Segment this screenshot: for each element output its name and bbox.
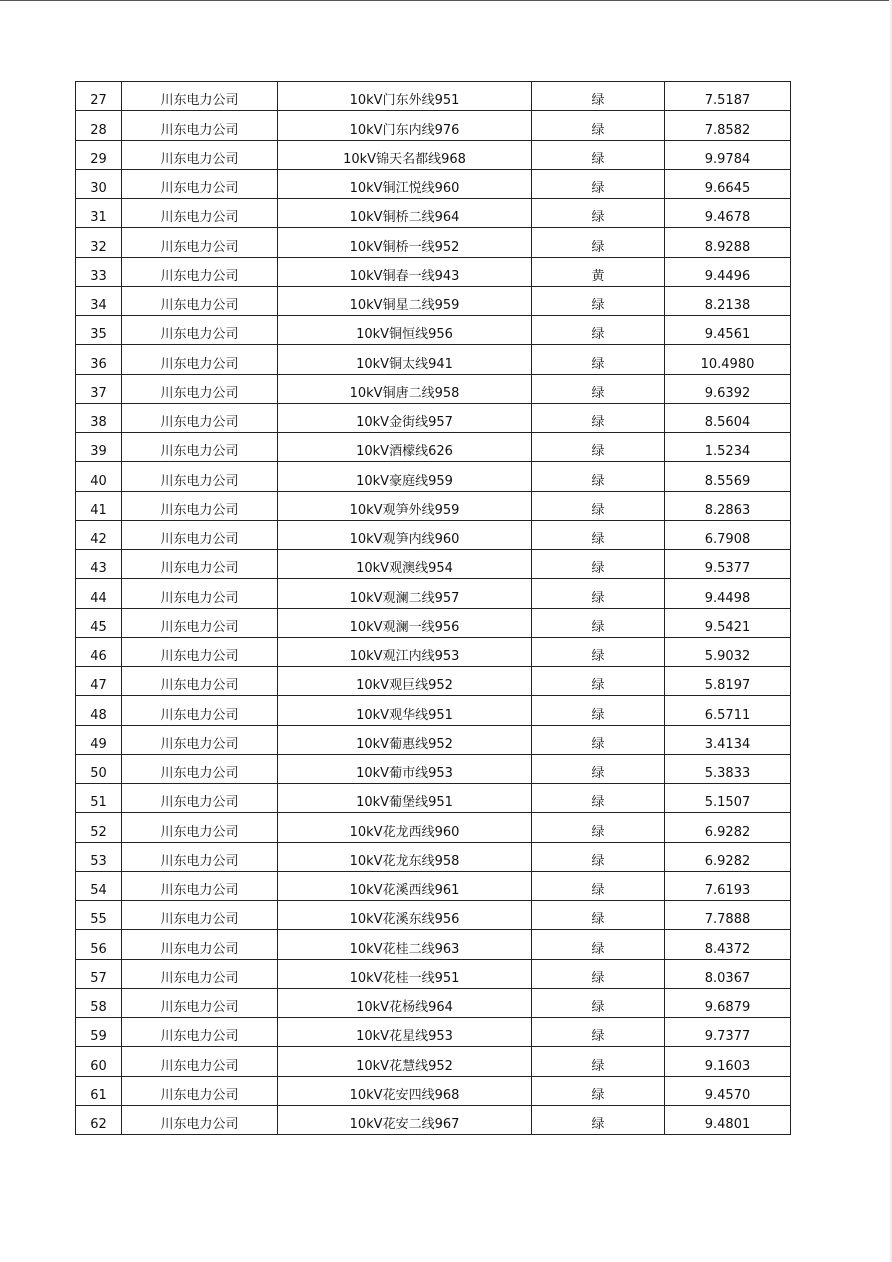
line-name-cell: 10kV铜太线941 [278,345,532,374]
table-row [76,1076,791,1105]
value-cell: 6.7908 [665,520,791,549]
line-name-cell: 10kV门东内线976 [278,111,532,140]
value-cell: 7.7888 [665,901,791,930]
row-number-cell: 31 [76,199,122,228]
value-cell: 9.6645 [665,169,791,198]
table-row [76,433,791,462]
line-name-cell: 10kV葡惠线952 [278,725,532,754]
row-number-cell: 54 [76,871,122,900]
status-cell: 绿 [532,842,665,871]
company-cell: 川东电力公司 [122,82,278,111]
status-cell: 绿 [532,579,665,608]
status-cell: 绿 [532,637,665,666]
value-cell: 5.9032 [665,637,791,666]
value-cell: 9.9784 [665,140,791,169]
value-cell: 10.4980 [665,345,791,374]
value-cell: 9.4678 [665,199,791,228]
status-cell: 绿 [532,813,665,842]
value-cell: 9.5377 [665,550,791,579]
company-cell: 川东电力公司 [122,257,278,286]
row-number-cell: 38 [76,403,122,432]
row-number-cell: 35 [76,316,122,345]
row-number-cell: 59 [76,1018,122,1047]
line-name-cell: 10kV门东外线951 [278,82,532,111]
table-row [76,316,791,345]
status-cell: 绿 [532,199,665,228]
status-cell: 绿 [532,930,665,959]
page-top-border [0,0,892,1]
table-row [76,637,791,666]
value-cell: 9.4570 [665,1076,791,1105]
value-cell: 5.8197 [665,667,791,696]
company-cell: 川东电力公司 [122,1047,278,1076]
table-row [76,111,791,140]
row-number-cell: 51 [76,784,122,813]
company-cell: 川东电力公司 [122,637,278,666]
company-cell: 川东电力公司 [122,491,278,520]
row-number-cell: 58 [76,988,122,1017]
line-data-table [75,81,791,1135]
status-cell: 绿 [532,1047,665,1076]
value-cell: 9.6879 [665,988,791,1017]
value-cell: 9.5421 [665,608,791,637]
company-cell: 川东电力公司 [122,111,278,140]
table-row [76,901,791,930]
value-cell: 9.4801 [665,1105,791,1134]
status-cell: 绿 [532,316,665,345]
table-row [76,1018,791,1047]
value-cell: 6.9282 [665,842,791,871]
company-cell: 川东电力公司 [122,140,278,169]
company-cell: 川东电力公司 [122,725,278,754]
line-name-cell: 10kV豪庭线959 [278,462,532,491]
value-cell: 8.5569 [665,462,791,491]
row-number-cell: 44 [76,579,122,608]
company-cell: 川东电力公司 [122,286,278,315]
company-cell: 川东电力公司 [122,345,278,374]
company-cell: 川东电力公司 [122,1018,278,1047]
table-row [76,403,791,432]
table-row [76,579,791,608]
company-cell: 川东电力公司 [122,608,278,637]
table-row [76,520,791,549]
value-cell: 3.4134 [665,725,791,754]
table-row [76,1105,791,1134]
line-name-cell: 10kV铜桥二线964 [278,199,532,228]
line-name-cell: 10kV观澜一线956 [278,608,532,637]
table-row [76,345,791,374]
status-cell: 绿 [532,725,665,754]
status-cell: 绿 [532,784,665,813]
company-cell: 川东电力公司 [122,1105,278,1134]
table-body [76,82,791,1135]
value-cell: 9.7377 [665,1018,791,1047]
status-cell: 绿 [532,228,665,257]
row-number-cell: 56 [76,930,122,959]
value-cell: 8.2138 [665,286,791,315]
value-cell: 6.9282 [665,813,791,842]
table-row [76,784,791,813]
table-row [76,871,791,900]
line-name-cell: 10kV花慧线952 [278,1047,532,1076]
value-cell: 5.1507 [665,784,791,813]
line-name-cell: 10kV铜桥一线952 [278,228,532,257]
status-cell: 绿 [532,374,665,403]
value-cell: 6.5711 [665,696,791,725]
company-cell: 川东电力公司 [122,667,278,696]
status-cell: 绿 [532,667,665,696]
value-cell: 5.3833 [665,754,791,783]
row-number-cell: 29 [76,140,122,169]
company-cell: 川东电力公司 [122,550,278,579]
company-cell: 川东电力公司 [122,169,278,198]
line-name-cell: 10kV观笋外线959 [278,491,532,520]
row-number-cell: 39 [76,433,122,462]
table-row [76,667,791,696]
status-cell: 绿 [532,988,665,1017]
status-cell: 绿 [532,901,665,930]
table-row [76,930,791,959]
status-cell: 绿 [532,345,665,374]
table-row [76,228,791,257]
table-row [76,169,791,198]
row-number-cell: 40 [76,462,122,491]
company-cell: 川东电力公司 [122,959,278,988]
line-name-cell: 10kV花龙西线960 [278,813,532,842]
table-row [76,491,791,520]
table-row [76,257,791,286]
line-name-cell: 10kV花桂二线963 [278,930,532,959]
row-number-cell: 32 [76,228,122,257]
value-cell: 9.4561 [665,316,791,345]
value-cell: 8.5604 [665,403,791,432]
value-cell: 8.0367 [665,959,791,988]
line-name-cell: 10kV铜恒线956 [278,316,532,345]
status-cell: 绿 [532,111,665,140]
row-number-cell: 45 [76,608,122,637]
row-number-cell: 52 [76,813,122,842]
value-cell: 1.5234 [665,433,791,462]
table-row [76,813,791,842]
line-name-cell: 10kV花溪西线961 [278,871,532,900]
company-cell: 川东电力公司 [122,901,278,930]
line-name-cell: 10kV花杨线964 [278,988,532,1017]
company-cell: 川东电力公司 [122,433,278,462]
value-cell: 9.4496 [665,257,791,286]
status-cell: 绿 [532,871,665,900]
company-cell: 川东电力公司 [122,988,278,1017]
status-cell: 绿 [532,520,665,549]
line-name-cell: 10kV观华线951 [278,696,532,725]
company-cell: 川东电力公司 [122,784,278,813]
status-cell: 绿 [532,1105,665,1134]
status-cell: 绿 [532,433,665,462]
value-cell: 7.8582 [665,111,791,140]
table-row [76,842,791,871]
table-row [76,754,791,783]
table-row [76,988,791,1017]
line-name-cell: 10kV观澳线954 [278,550,532,579]
status-cell: 绿 [532,169,665,198]
status-cell: 绿 [532,550,665,579]
row-number-cell: 62 [76,1105,122,1134]
status-cell: 绿 [532,82,665,111]
line-name-cell: 10kV锦天名都线968 [278,140,532,169]
line-name-cell: 10kV观澜二线957 [278,579,532,608]
table-row [76,462,791,491]
row-number-cell: 33 [76,257,122,286]
table-row [76,374,791,403]
company-cell: 川东电力公司 [122,930,278,959]
company-cell: 川东电力公司 [122,754,278,783]
row-number-cell: 46 [76,637,122,666]
status-cell: 绿 [532,754,665,783]
company-cell: 川东电力公司 [122,316,278,345]
line-name-cell: 10kV花溪东线956 [278,901,532,930]
line-name-cell: 10kV花安四线968 [278,1076,532,1105]
line-name-cell: 10kV金街线957 [278,403,532,432]
status-cell: 绿 [532,140,665,169]
table-row [76,199,791,228]
line-name-cell: 10kV花桂一线951 [278,959,532,988]
company-cell: 川东电力公司 [122,813,278,842]
table-row [76,550,791,579]
line-name-cell: 10kV观笋内线960 [278,520,532,549]
row-number-cell: 50 [76,754,122,783]
row-number-cell: 53 [76,842,122,871]
row-number-cell: 55 [76,901,122,930]
company-cell: 川东电力公司 [122,1076,278,1105]
table-row [76,608,791,637]
status-cell: 绿 [532,959,665,988]
company-cell: 川东电力公司 [122,842,278,871]
row-number-cell: 27 [76,82,122,111]
row-number-cell: 28 [76,111,122,140]
line-name-cell: 10kV铜江悦线960 [278,169,532,198]
table-row [76,959,791,988]
value-cell: 8.2863 [665,491,791,520]
status-cell: 绿 [532,491,665,520]
status-cell: 绿 [532,286,665,315]
row-number-cell: 34 [76,286,122,315]
line-name-cell: 10kV观江内线953 [278,637,532,666]
company-cell: 川东电力公司 [122,199,278,228]
line-name-cell: 10kV铜星二线959 [278,286,532,315]
line-name-cell: 10kV葡市线953 [278,754,532,783]
company-cell: 川东电力公司 [122,228,278,257]
row-number-cell: 30 [76,169,122,198]
row-number-cell: 49 [76,725,122,754]
line-name-cell: 10kV花安二线967 [278,1105,532,1134]
table-row [76,1047,791,1076]
status-cell: 绿 [532,462,665,491]
status-cell: 绿 [532,403,665,432]
line-name-cell: 10kV铜唐二线958 [278,374,532,403]
status-cell: 黄 [532,257,665,286]
table-row [76,696,791,725]
row-number-cell: 41 [76,491,122,520]
value-cell: 8.9288 [665,228,791,257]
status-cell: 绿 [532,696,665,725]
row-number-cell: 48 [76,696,122,725]
table-row [76,286,791,315]
row-number-cell: 61 [76,1076,122,1105]
row-number-cell: 42 [76,520,122,549]
line-name-cell: 10kV铜春一线943 [278,257,532,286]
value-cell: 9.4498 [665,579,791,608]
row-number-cell: 47 [76,667,122,696]
status-cell: 绿 [532,1018,665,1047]
value-cell: 9.6392 [665,374,791,403]
company-cell: 川东电力公司 [122,462,278,491]
company-cell: 川东电力公司 [122,520,278,549]
table-row [76,725,791,754]
value-cell: 8.4372 [665,930,791,959]
row-number-cell: 36 [76,345,122,374]
line-name-cell: 10kV观巨线952 [278,667,532,696]
row-number-cell: 43 [76,550,122,579]
company-cell: 川东电力公司 [122,696,278,725]
table-row [76,140,791,169]
company-cell: 川东电力公司 [122,871,278,900]
table-row [76,82,791,111]
row-number-cell: 37 [76,374,122,403]
value-cell: 7.6193 [665,871,791,900]
company-cell: 川东电力公司 [122,403,278,432]
row-number-cell: 60 [76,1047,122,1076]
line-name-cell: 10kV葡堡线951 [278,784,532,813]
value-cell: 7.5187 [665,82,791,111]
company-cell: 川东电力公司 [122,579,278,608]
status-cell: 绿 [532,1076,665,1105]
company-cell: 川东电力公司 [122,374,278,403]
line-name-cell: 10kV花星线953 [278,1018,532,1047]
row-number-cell: 57 [76,959,122,988]
value-cell: 9.1603 [665,1047,791,1076]
line-name-cell: 10kV花龙东线958 [278,842,532,871]
line-name-cell: 10kV酒檬线626 [278,433,532,462]
status-cell: 绿 [532,608,665,637]
